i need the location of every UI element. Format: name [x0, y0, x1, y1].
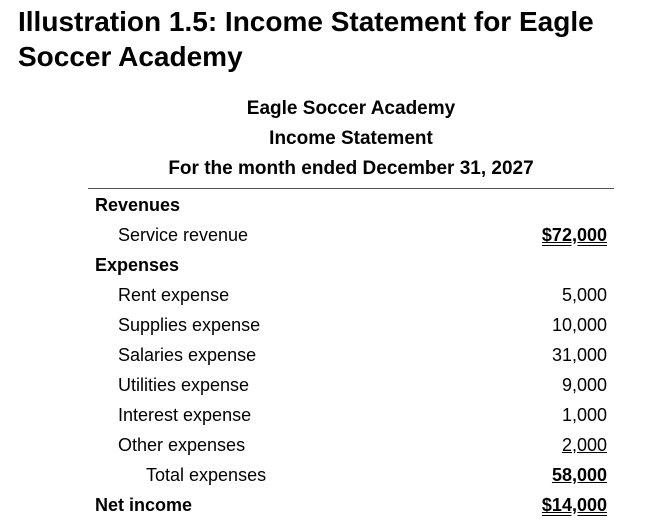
utilities-expense-label: Utilities expense — [118, 375, 250, 395]
service-revenue-row — [88, 220, 614, 250]
supplies-expense-row — [88, 310, 614, 340]
company-name: Eagle Soccer Academy — [246, 98, 456, 119]
total-expenses-label: Total expenses — [146, 465, 267, 485]
other-expenses-amount-wrap — [551, 430, 607, 460]
service-revenue-label: Service revenue — [118, 225, 249, 245]
salaries-expense-amount: 31,000 — [551, 345, 607, 365]
net-income-label: Net income — [95, 495, 193, 515]
net-income-row — [88, 490, 614, 520]
salaries-expense-label: Salaries expense — [118, 345, 257, 365]
service-revenue-amount: $72,000 — [541, 225, 607, 245]
supplies-expense-label: Supplies expense — [118, 315, 261, 335]
utilities-expense-amount: 9,000 — [561, 375, 607, 395]
other-expenses-label: Other expenses — [118, 435, 246, 455]
utilities-expense-row — [88, 370, 614, 400]
other-expenses-amount: 2,000 — [561, 435, 607, 455]
total-expenses-amount-wrap — [541, 460, 607, 490]
statement-period: For the month ended December 31, 2027 — [168, 158, 534, 179]
statement-header — [88, 94, 614, 184]
expenses-heading: Expenses — [95, 255, 180, 275]
header-divider — [88, 188, 614, 189]
interest-expense-row — [88, 400, 614, 430]
rent-expense-label: Rent expense — [118, 285, 230, 305]
page-title: Illustration 1.5: Income Statement for Eagle Soccer Academy — [18, 6, 594, 72]
total-expenses-row — [88, 460, 614, 490]
total-expenses-amount: 58,000 — [551, 465, 607, 485]
rent-expense-row — [88, 280, 614, 310]
rent-expense-amount: 5,000 — [561, 285, 607, 305]
interest-expense-label: Interest expense — [118, 405, 252, 425]
expenses-heading-row — [88, 250, 614, 280]
revenues-heading: Revenues — [95, 195, 181, 215]
interest-expense-amount: 1,000 — [561, 405, 607, 425]
statement-name: Income Statement — [269, 128, 433, 149]
revenues-heading-row — [88, 190, 614, 220]
supplies-expense-amount: 10,000 — [551, 315, 607, 335]
other-expenses-row — [88, 430, 614, 460]
net-income-amount: $14,000 — [541, 495, 607, 515]
salaries-expense-row — [88, 340, 614, 370]
